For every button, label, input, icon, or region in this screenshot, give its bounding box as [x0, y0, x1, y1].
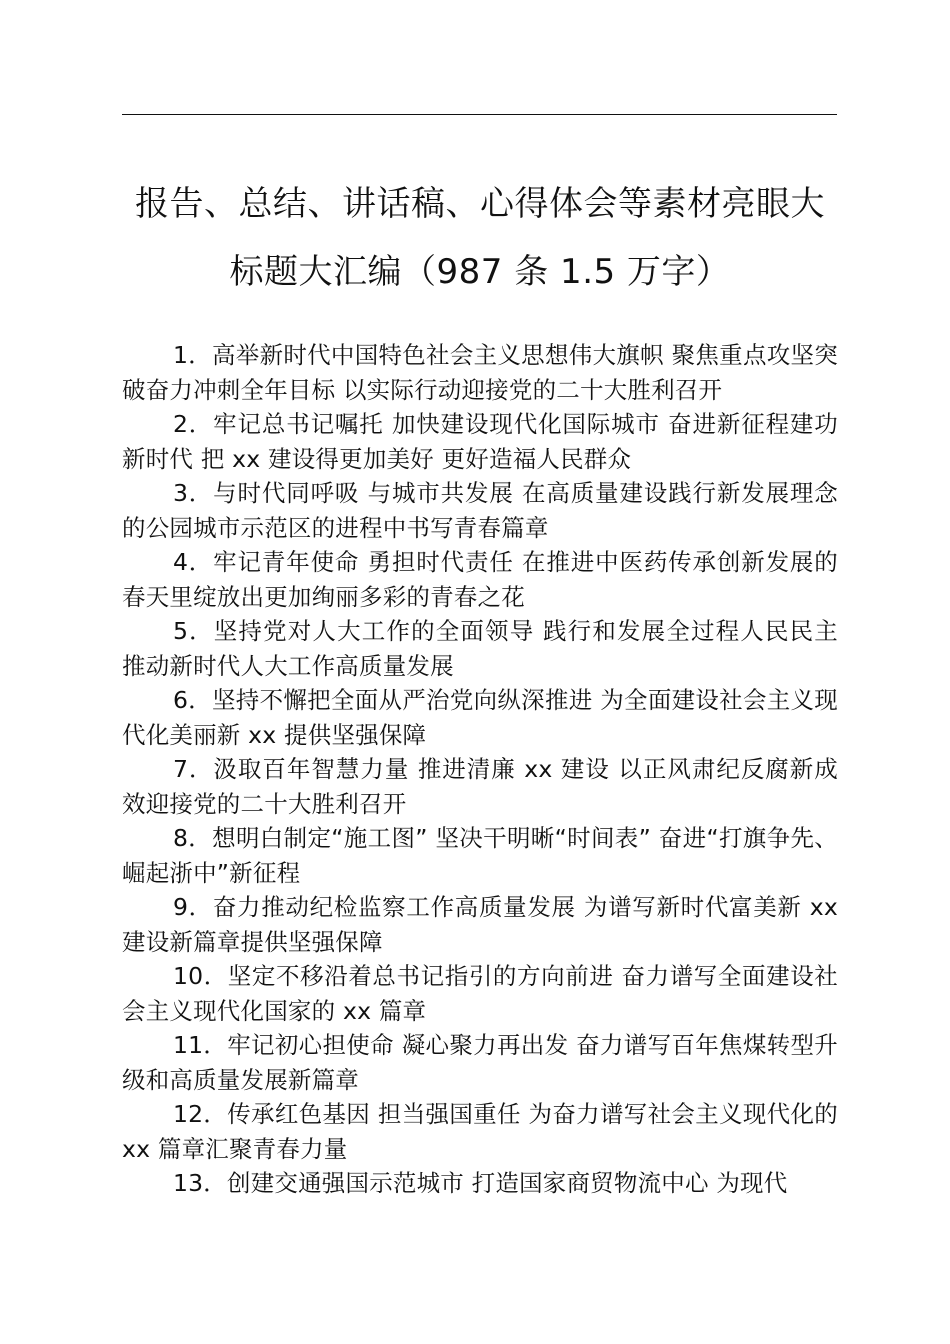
- list-item: 12．传承红色基因 担当强国重任 为奋力谱写社会主义现代化的 xx 篇章汇聚青春力量: [122, 1100, 838, 1163]
- list-item: 10．坚定不移沿着总书记指引的方向前进 奋力谱写全面建设社会主义现代化国家的 xx 篇章: [122, 962, 839, 1025]
- list-item: 6．坚持不懈把全面从严治党向纵深推进 为全面建设社会主义现代化美丽新 xx 提供坚强保障: [122, 686, 838, 749]
- list-item: 7．汲取百年智慧力量 推进清廉 xx 建设 以正风肃纪反腐新成效迎接党的二十大胜利召开: [122, 755, 838, 818]
- list-item: 1．高举新时代中国特色社会主义思想伟大旗帜 聚焦重点攻坚突破奋力冲刺全年目标 以实际行动迎接党的二十大胜利召开: [122, 341, 838, 404]
- title-line-1: 报告、总结、讲话稿、心得体会等素材亮眼大: [135, 184, 825, 224]
- list-item: 9．奋力推动纪检监察工作高质量发展 为谱写新时代富美新 xx 建设新篇章提供坚强保障: [122, 893, 838, 956]
- headline-list: [122, 338, 838, 1201]
- list-item: 3．与时代同呼吸 与城市共发展 在高质量建设践行新发展理念的公园城市示范区的进程中书写青春篇章: [122, 479, 838, 542]
- list-item: 11．牢记初心担使命 凝心聚力再出发 奋力谱写百年焦煤转型升级和高质量发展新篇章: [122, 1031, 838, 1094]
- list-item: 13．创建交通强国示范城市 打造国家商贸物流中心 为现代: [173, 1169, 788, 1197]
- header-rule: [122, 114, 837, 115]
- title-line-2: 标题大汇编（987 条 1.5 万字）: [229, 252, 731, 292]
- list-item: 4．牢记青年使命 勇担时代责任 在推进中医药传承创新发展的春天里绽放出更加绚丽多彩的青春之花: [122, 548, 838, 611]
- list-item: 5．坚持党对人大工作的全面领导 践行和发展全过程人民民主 推动新时代人大工作高质量发展: [122, 617, 838, 680]
- document-title: [115, 170, 845, 306]
- list-item: 8．想明白制定“施工图” 坚决干明晰“时间表” 奋进“打旗争先、崛起浙中”新征程: [122, 824, 838, 887]
- list-item: 2．牢记总书记嘱托 加快建设现代化国际城市 奋进新征程建功新时代 把 xx 建设得更加美好 更好造福人民群众: [122, 410, 838, 473]
